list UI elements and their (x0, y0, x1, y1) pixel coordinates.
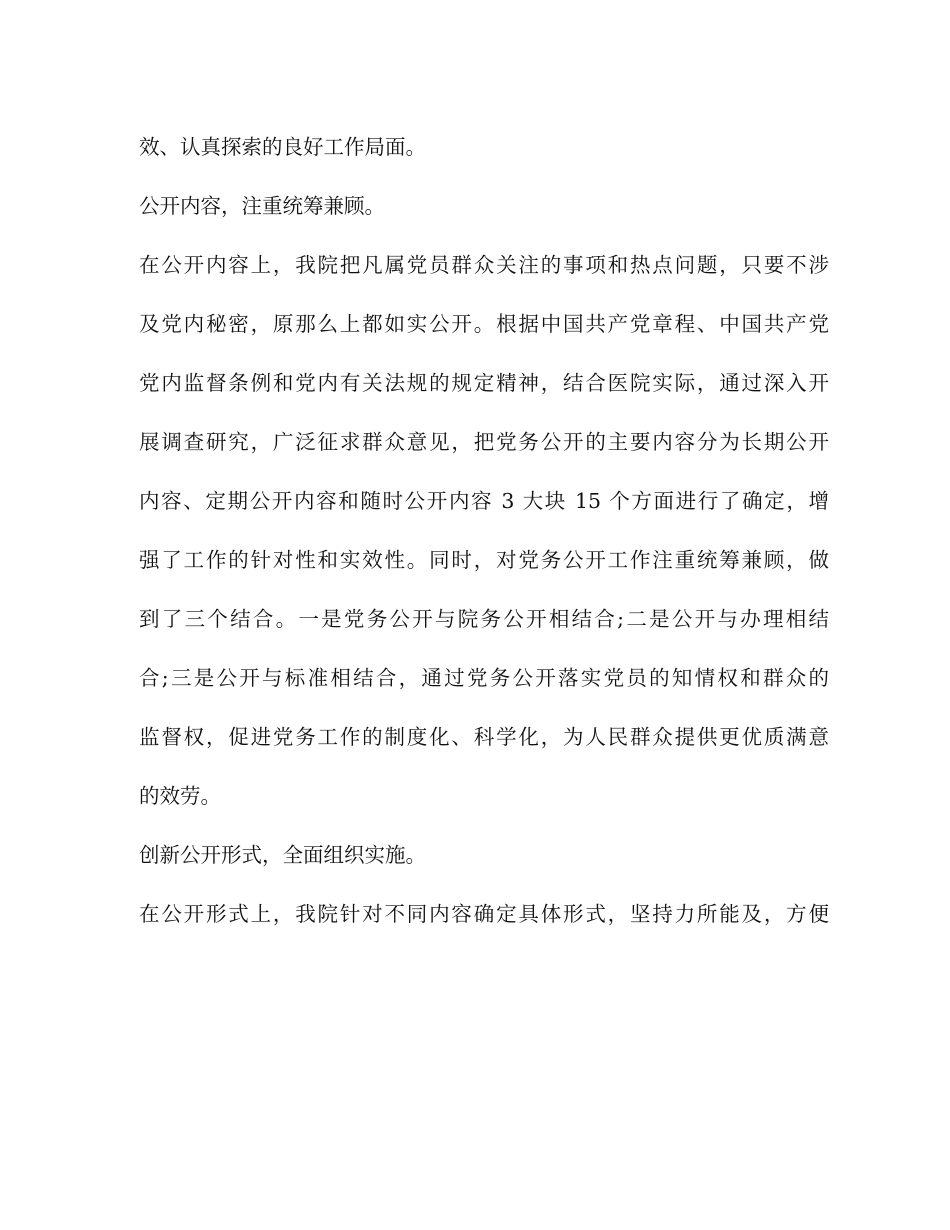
section-heading: 创新公开形式，全面组织实施。 (139, 843, 426, 867)
text-line: 展调查研究，广泛征求群众意见，把党务公开的主要内容分为长期公开 (139, 430, 829, 454)
section-heading: 公开内容，注重统筹兼顾。 (139, 194, 385, 218)
text-line: 在公开内容上，我院把凡属党员群众关注的事项和热点问题，只要不涉 (139, 253, 829, 277)
body-text (139, 118, 829, 944)
text-line: 监督权，促进党务工作的制度化、科学化，为人民群众提供更优质满意 (139, 725, 829, 749)
text-line: 到了三个结合。一是党务公开与院务公开相结合;二是公开与办理相结 (139, 607, 829, 631)
text-line: 合;三是公开与标准相结合，通过党务公开落实党员的知情权和群众的 (139, 666, 829, 690)
text-line: 效、认真探索的良好工作局面。 (139, 135, 426, 159)
text-line: 及党内秘密，原那么上都如实公开。根据中国共产党章程、中国共产党 (139, 312, 829, 336)
text-line: 党内监督条例和党内有关法规的规定精神，结合医院实际，通过深入开 (139, 371, 829, 395)
text-line: 内容、定期公开内容和随时公开内容 3 大块 15 个方面进行了确定，增 (139, 489, 829, 513)
text-line: 的效劳。 (139, 784, 221, 808)
text-line: 强了工作的针对性和实效性。同时，对党务公开工作注重统筹兼顾，做 (139, 548, 829, 572)
text-line: 在公开形式上，我院针对不同内容确定具体形式，坚持力所能及，方便 (139, 902, 829, 926)
